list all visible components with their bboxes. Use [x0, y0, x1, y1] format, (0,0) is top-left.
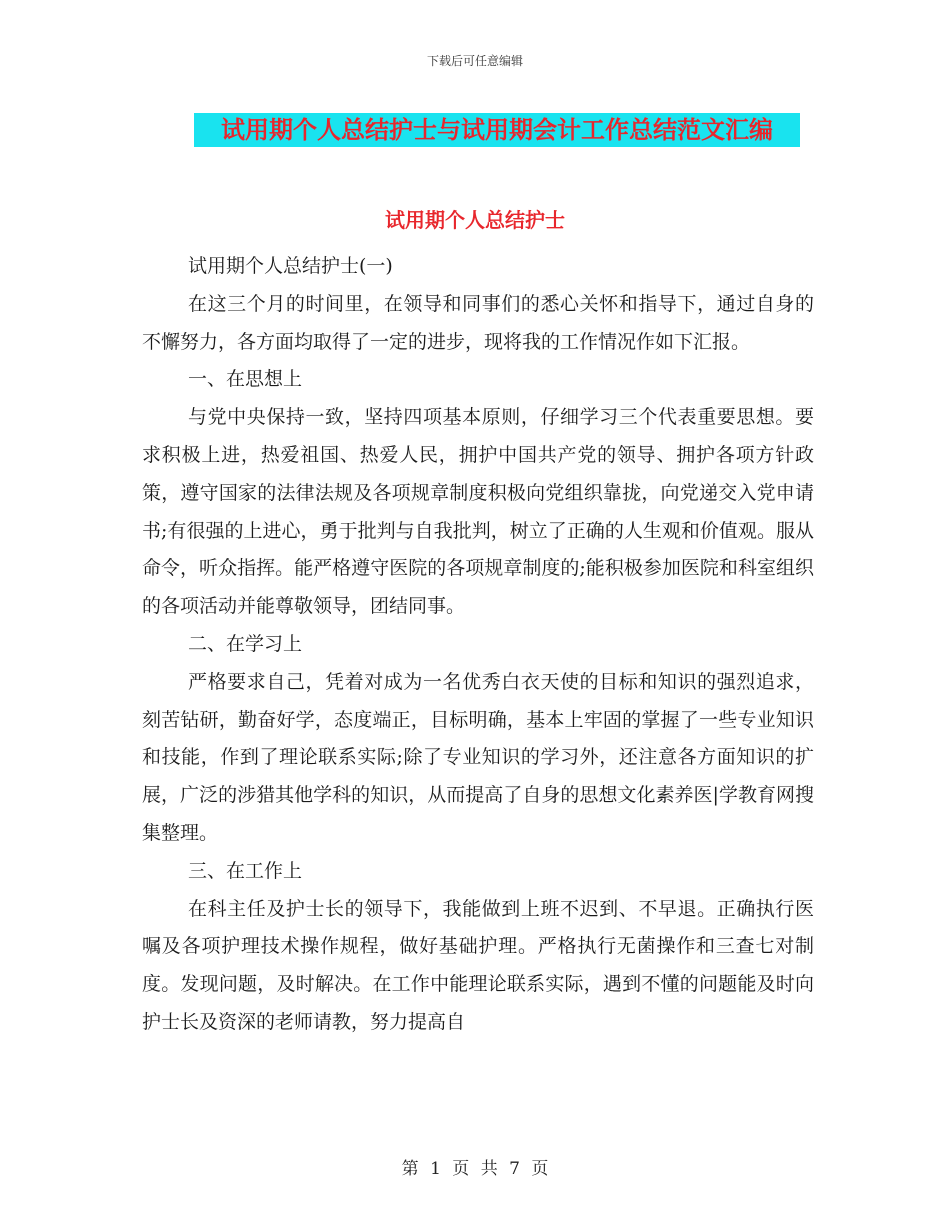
heading-study: 二、在学习上: [188, 632, 303, 655]
paragraph-study: 严格要求自己，凭着对成为一名优秀白衣天使的目标和知识的强烈追求，刻苦钻研，勤奋好学，态度端正，目标明确，基本上牢固的掌握了一些专业知识和技能，作到了理论联系实际;除了专业知识的学习外，还注意各方面知识的扩展，广泛的涉猎其他学科的知识，从而提高了自身的思想文化素养医|学教育网搜集整理。: [142, 670, 814, 844]
document-title: 试用期个人总结护士与试用期会计工作总结范文汇编: [194, 113, 800, 147]
paragraph-work: 在科主任及护士长的领导下，我能做到上班不迟到、不早退。正确执行医嘱及各项护理技术操作规程，做好基础护理。严格执行无菌操作和三查七对制度。发现问题，及时解决。在工作中能理论联系实际，遇到不懂的问题能及时向护士长及资深的老师请教，努力提高自: [142, 897, 814, 1033]
heading-work: 三、在工作上: [188, 859, 303, 882]
document-body: [142, 248, 814, 1042]
paragraph-thought: 与党中央保持一致，坚持四项基本原则，仔细学习三个代表重要思想。要求积极上进，热爱祖国、热爱人民，拥护中国共产党的领导、拥护各项方针政策，遵守国家的法律法规及各项规章制度积极向党组织靠拢，向党递交入党申请书;有很强的上进心，勇于批判与自我批判，树立了正确的人生观和价值观。服从命令，听众指挥。能严格遵守医院的各项规章制度的;能积极参加医院和科室组织的各项活动并能尊敬领导，团结同事。: [142, 406, 814, 618]
paragraph-intro: 在这三个月的时间里，在领导和同事们的悉心关怀和指导下，通过自身的不懈努力，各方面均取得了一定的进步，现将我的工作情况作如下汇报。: [142, 292, 814, 353]
heading-thought: 一、在思想上: [188, 368, 303, 391]
paragraph-subtitle: 试用期个人总结护士(一): [188, 255, 393, 277]
section-title: 试用期个人总结护士: [385, 208, 565, 232]
page-number: 第 1 页 共 7 页: [401, 1159, 549, 1179]
header-note: 下载后可任意编辑: [426, 54, 523, 68]
